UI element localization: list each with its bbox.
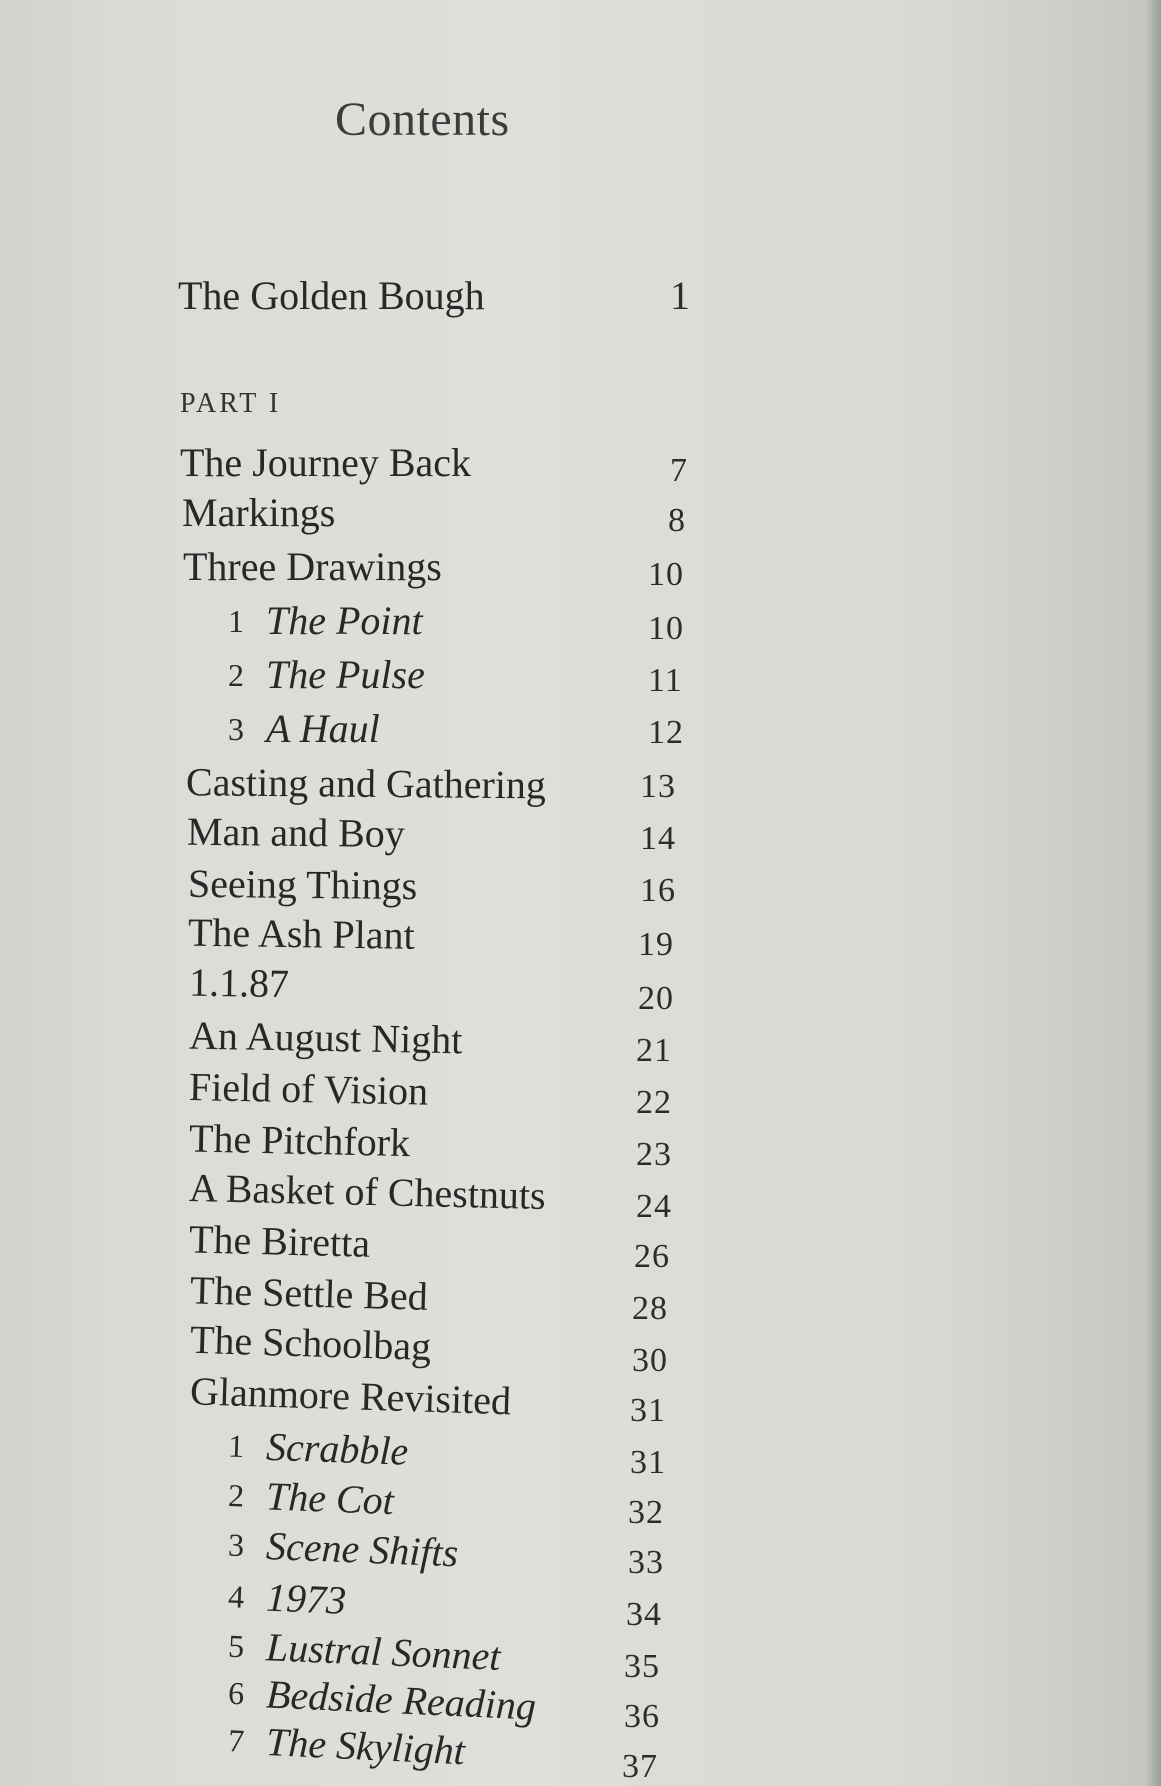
toc-entry-page: 1 [670, 273, 691, 318]
page-edge-shadow [1145, 0, 1161, 1786]
toc-subentry-number: 4 [227, 1578, 246, 1615]
toc-entry-page: 19 [638, 926, 674, 963]
toc-entry-title: 1973 [265, 1574, 348, 1623]
toc-page-number [0, 550, 1161, 600]
toc-entry-page: 32 [628, 1494, 664, 1531]
toc-entry-title: Field of Vision [188, 1064, 429, 1114]
page-title: Contents [335, 93, 510, 146]
toc-entry-page: 33 [628, 1544, 664, 1581]
toc-entry-title: Bedside Reading [265, 1671, 537, 1729]
toc-entry-page: 36 [624, 1698, 660, 1735]
toc-page-number [0, 1742, 1161, 1786]
toc-entry-title: The Pulse [266, 652, 425, 697]
toc-subentry-number: 2 [228, 657, 245, 693]
toc-entry-title: Seeing Things [187, 860, 418, 909]
toc-entry-front [0, 271, 1161, 321]
toc-entry-title: A Basket of Chestnuts [188, 1164, 547, 1219]
toc-entry-page: 16 [640, 872, 676, 909]
part-label: PART I [180, 388, 282, 419]
toc-entry-page: 11 [648, 662, 683, 699]
toc-entry-title: The Ash Plant [187, 909, 416, 958]
toc-subentry-number: 6 [227, 1674, 247, 1712]
toc-entry-page: 31 [630, 1444, 666, 1481]
toc-entry-page: 8 [668, 502, 686, 539]
toc-subentry-number: 5 [227, 1627, 246, 1665]
toc-entry-page: 26 [634, 1238, 670, 1275]
toc-entry-page: 28 [632, 1290, 668, 1327]
toc-entry-page: 31 [630, 1392, 666, 1429]
toc-entry-page: 22 [636, 1084, 672, 1121]
toc-subentry-number: 7 [227, 1722, 247, 1759]
toc-entry-title: Man and Boy [186, 808, 406, 857]
toc-subentry-number: 3 [227, 1526, 246, 1564]
toc-entry-page: 10 [648, 610, 684, 647]
toc-entry-title: Casting and Gathering [185, 759, 547, 808]
toc-entry-page: 37 [622, 1748, 658, 1785]
toc-entry-page: 24 [636, 1188, 672, 1225]
toc-entry-title: 1.1.87 [188, 959, 290, 1007]
toc-entry-title: Scrabble [265, 1423, 410, 1474]
toc-entry-page: 7 [670, 452, 688, 489]
toc-entry-page: 14 [640, 820, 676, 857]
toc-page-number [0, 604, 1161, 654]
toc-entry-page: 10 [648, 556, 684, 593]
toc-subentry-number: 2 [227, 1477, 246, 1514]
toc-page-number [0, 496, 1161, 546]
toc-entry-page: 30 [632, 1342, 668, 1379]
toc-entry-title: The Settle Bed [189, 1267, 429, 1319]
toc-subentry-number: 1 [227, 1427, 246, 1465]
toc-entry-title: The Point [266, 598, 423, 643]
toc-entry-page: 34 [626, 1596, 662, 1633]
toc-page-number [0, 708, 1161, 758]
toc-entry-title: The Golden Bough [178, 273, 485, 318]
toc-entry-title: Glanmore Revisited [189, 1368, 512, 1424]
toc-entry-title: A Haul [266, 706, 380, 751]
toc-entry-title: The Schoolbag [189, 1316, 432, 1369]
toc-page-number [0, 814, 1161, 864]
toc-entry-page: 23 [636, 1136, 672, 1173]
toc-subentry-number: 1 [228, 603, 245, 639]
toc-page-number [0, 656, 1161, 706]
toc-page-number [0, 762, 1161, 812]
toc-entry-title: Three Drawings [183, 544, 442, 589]
toc-entry-title: The Journey Back [180, 440, 472, 485]
toc-entry-title: The Skylight [265, 1719, 466, 1774]
toc-entry-title: Scene Shifts [265, 1523, 460, 1576]
toc-subentry-number: 3 [228, 711, 245, 747]
toc-entry-title: The Biretta [188, 1216, 371, 1266]
toc-entry-page: 35 [624, 1648, 660, 1685]
toc-entry-page: 13 [640, 768, 676, 805]
toc-entry-page: 20 [638, 980, 674, 1017]
toc-entry-page: 12 [648, 714, 684, 751]
toc-entry-title: The Cot [265, 1473, 395, 1524]
toc-entry-title: Lustral Sonnet [265, 1624, 502, 1680]
toc-entry-title: An August Night [188, 1012, 463, 1063]
toc-entry-title: Markings [182, 490, 336, 535]
toc-entry-page: 21 [636, 1032, 672, 1069]
toc-entry-title: The Pitchfork [188, 1115, 411, 1166]
